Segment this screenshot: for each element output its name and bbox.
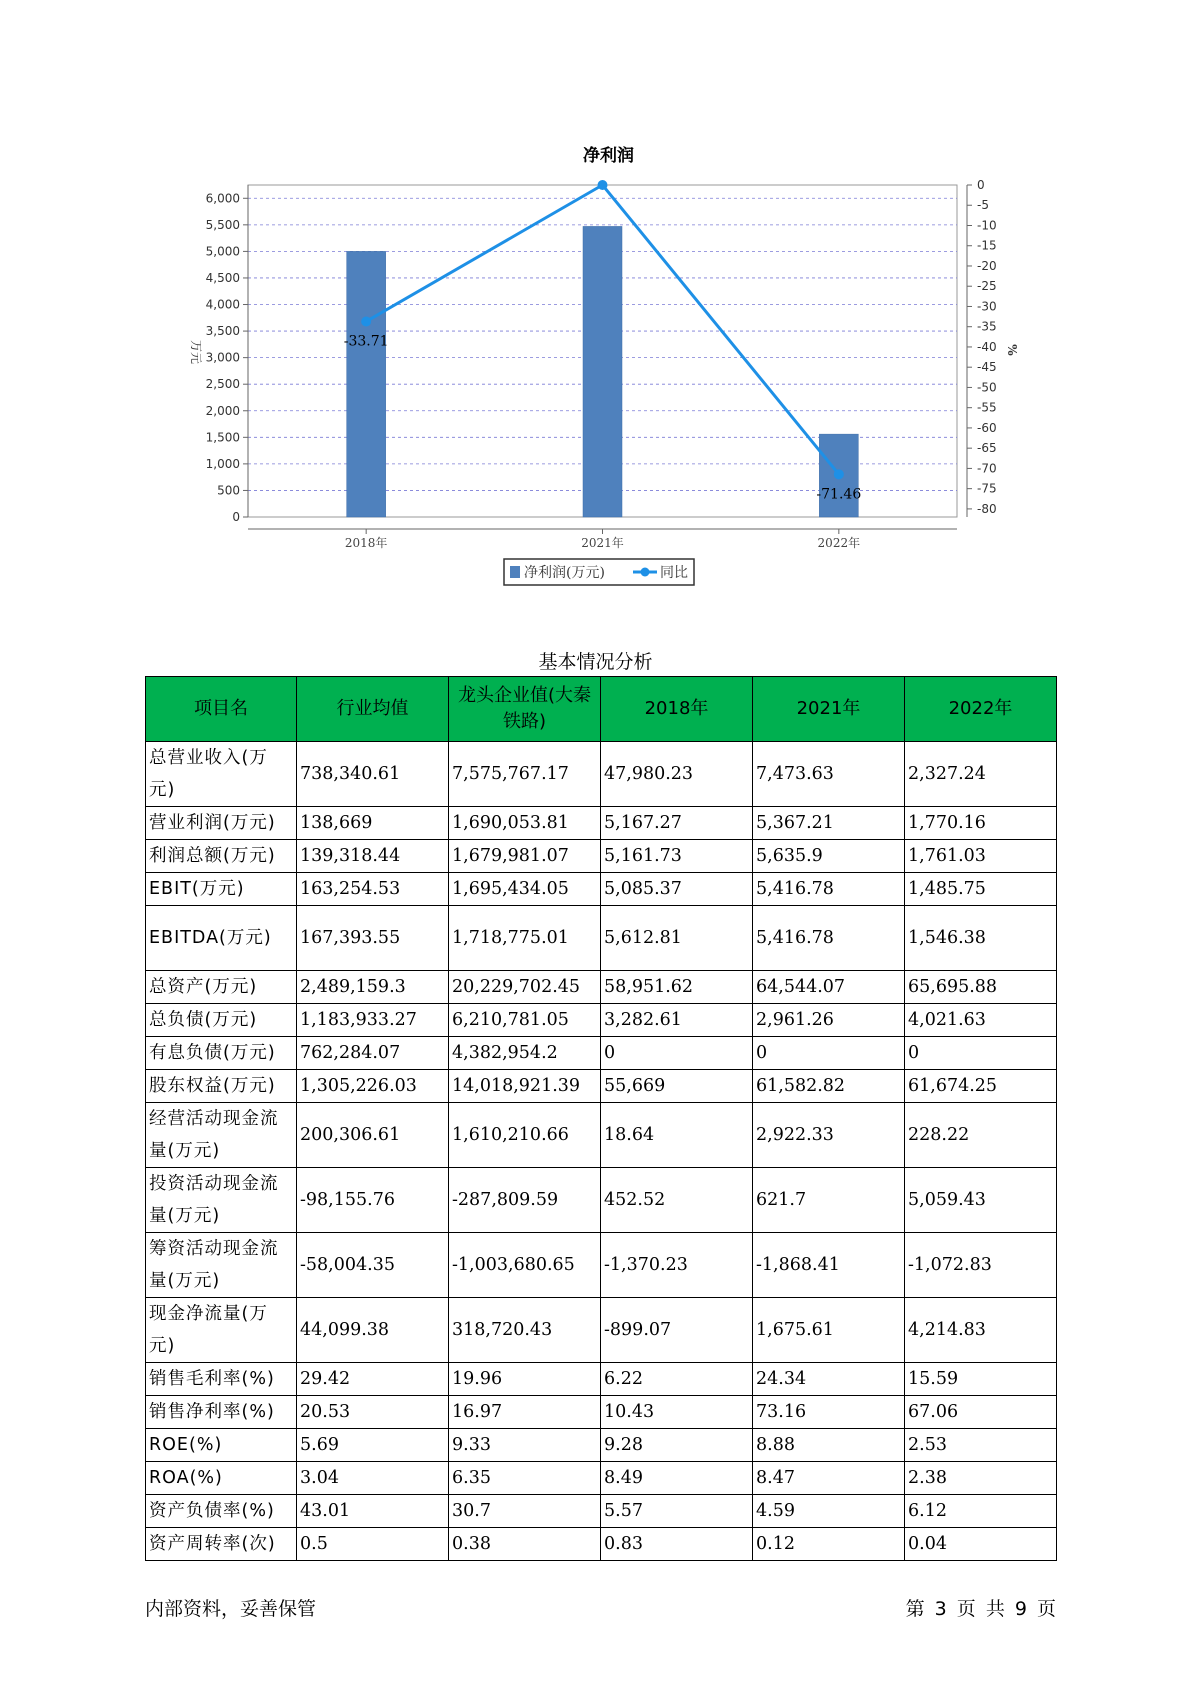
table-cell: 1,183,933.27 (297, 1004, 449, 1037)
table-row (146, 1168, 1057, 1233)
table-cell: 5,161.73 (601, 840, 753, 873)
table-cell: 200,306.61 (297, 1103, 449, 1168)
table-cell: 7,575,767.17 (449, 742, 601, 807)
y2-tick-label: -60 (977, 420, 997, 435)
table-cell: 6.12 (905, 1495, 1057, 1528)
y2-tick-label: -10 (977, 218, 997, 233)
table-row (146, 1233, 1057, 1298)
table-cell: 167,393.55 (297, 906, 449, 971)
y-tick-label: 4,500 (205, 270, 240, 285)
table-cell: 5.69 (297, 1429, 449, 1462)
table-cell: 55,669 (601, 1070, 753, 1103)
x-tick-label: 2021年 (581, 536, 624, 550)
table-cell: -1,370.23 (601, 1233, 753, 1298)
table-cell: 16.97 (449, 1396, 601, 1429)
table-cell: 5,612.81 (601, 906, 753, 971)
row-label: 总资产(万元) (146, 971, 297, 1004)
table-row (146, 1004, 1057, 1037)
table-cell: 1,675.61 (753, 1298, 905, 1363)
table-cell: 1,761.03 (905, 840, 1057, 873)
y2-tick-label: -5 (977, 198, 989, 213)
table-row (146, 1462, 1057, 1495)
table-cell: 61,674.25 (905, 1070, 1057, 1103)
table-cell: 18.64 (601, 1103, 753, 1168)
row-label: 销售毛利率(%) (146, 1363, 297, 1396)
table-cell: 9.33 (449, 1429, 601, 1462)
y2-tick-label: 0 (977, 178, 985, 192)
y-tick-label: 5,500 (205, 217, 240, 232)
row-label: 总营业收入(万元) (146, 742, 297, 807)
table-cell: 10.43 (601, 1396, 753, 1429)
basic-analysis-table (145, 676, 1057, 1561)
y-tick-label: 1,000 (205, 456, 240, 471)
table-row (146, 1429, 1057, 1462)
table-cell: 44,099.38 (297, 1298, 449, 1363)
table-cell: 621.7 (753, 1168, 905, 1233)
y2-tick-label: -75 (977, 481, 997, 496)
table-cell: 5,416.78 (753, 873, 905, 906)
legend-bar-swatch (510, 566, 520, 578)
table-cell: 2,489,159.3 (297, 971, 449, 1004)
x-tick-label: 2018年 (344, 536, 388, 550)
table-cell: 30.7 (449, 1495, 601, 1528)
table-cell: 5.57 (601, 1495, 753, 1528)
table-cell: 5,635.9 (753, 840, 905, 873)
table-cell: 0.12 (753, 1528, 905, 1561)
row-label: 营业利润(万元) (146, 807, 297, 840)
y2-tick-label: -45 (977, 360, 997, 375)
table-cell: 20,229,702.45 (449, 971, 601, 1004)
table-cell: 43.01 (297, 1495, 449, 1528)
table-cell: 318,720.43 (449, 1298, 601, 1363)
table-cell: 29.42 (297, 1363, 449, 1396)
table-cell: 8.47 (753, 1462, 905, 1495)
column-header: 龙头企业值(大秦铁路) (449, 677, 601, 742)
table-cell: 8.49 (601, 1462, 753, 1495)
y2-tick-label: -15 (977, 238, 997, 253)
table-row (146, 971, 1057, 1004)
table-cell: 14,018,921.39 (449, 1070, 601, 1103)
table-cell: 1,690,053.81 (449, 807, 601, 840)
row-label: 现金净流量(万元) (146, 1298, 297, 1363)
row-label: 投资活动现金流量(万元) (146, 1168, 297, 1233)
y2-axis-label: % (1005, 344, 1019, 356)
net-profit-chart (0, 0, 1191, 600)
table-cell: 2.53 (905, 1429, 1057, 1462)
y2-tick-label: -35 (977, 319, 997, 334)
table-cell: 15.59 (905, 1363, 1057, 1396)
yoy-data-label: -71.46 (816, 486, 862, 503)
y2-tick-label: -50 (977, 380, 997, 395)
bar-2021年 (583, 226, 622, 517)
column-header: 2018年 (601, 677, 753, 742)
table-cell: 1,546.38 (905, 906, 1057, 971)
y-axis-label: 万元 (189, 339, 203, 365)
table-row (146, 742, 1057, 807)
table-cell: -899.07 (601, 1298, 753, 1363)
table-row (146, 906, 1057, 971)
table-cell: 67.06 (905, 1396, 1057, 1429)
table-row (146, 1298, 1057, 1363)
y2-tick-label: -20 (977, 258, 997, 273)
footer-confidential-note: 内部资料，妥善保管 (145, 1598, 317, 1620)
table-cell: 65,695.88 (905, 971, 1057, 1004)
table-cell: 0.83 (601, 1528, 753, 1561)
y-tick-label: 4,000 (205, 297, 240, 312)
y2-tick-label: -70 (977, 461, 997, 476)
y2-tick-label: -55 (977, 400, 997, 415)
table-cell: 2.38 (905, 1462, 1057, 1495)
table-cell: 1,679,981.07 (449, 840, 601, 873)
y-tick-label: 2,500 (205, 377, 240, 392)
y-tick-label: 3,500 (205, 324, 240, 339)
x-tick-label: 2022年 (817, 536, 861, 550)
table-cell: 2,961.26 (753, 1004, 905, 1037)
table-row (146, 840, 1057, 873)
table-cell: -1,072.83 (905, 1233, 1057, 1298)
table-title: 基本情况分析 (538, 651, 653, 673)
table-cell: 1,718,775.01 (449, 906, 601, 971)
table-cell: 5,416.78 (753, 906, 905, 971)
row-label: 有息负债(万元) (146, 1037, 297, 1070)
table-cell: 4,021.63 (905, 1004, 1057, 1037)
table-cell: 1,610,210.66 (449, 1103, 601, 1168)
table-row (146, 873, 1057, 906)
table-header-row (146, 677, 1057, 742)
y-tick-label: 1,500 (205, 430, 240, 445)
table-cell: 3,282.61 (601, 1004, 753, 1037)
table-cell: -287,809.59 (449, 1168, 601, 1233)
table-cell: -98,155.76 (297, 1168, 449, 1233)
table-row (146, 1037, 1057, 1070)
row-label: EBITDA(万元) (146, 906, 297, 971)
table-cell: 1,695,434.05 (449, 873, 601, 906)
y2-tick-label: -80 (977, 501, 997, 516)
column-header: 行业均值 (297, 677, 449, 742)
y2-tick-label: -30 (977, 299, 997, 314)
table-cell: 452.52 (601, 1168, 753, 1233)
table-cell: 24.34 (753, 1363, 905, 1396)
table-cell: 7,473.63 (753, 742, 905, 807)
table-cell: -1,868.41 (753, 1233, 905, 1298)
table-cell: 4,214.83 (905, 1298, 1057, 1363)
table-cell: 1,485.75 (905, 873, 1057, 906)
row-label: ROA(%) (146, 1462, 297, 1495)
row-label: 销售净利率(%) (146, 1396, 297, 1429)
table-cell: 2,922.33 (753, 1103, 905, 1168)
y-tick-label: 6,000 (205, 191, 240, 206)
table-cell: 138,669 (297, 807, 449, 840)
table-cell: 5,367.21 (753, 807, 905, 840)
table-row (146, 1070, 1057, 1103)
table-cell: -1,003,680.65 (449, 1233, 601, 1298)
table-row (146, 1396, 1057, 1429)
table-cell: 47,980.23 (601, 742, 753, 807)
y-tick-label: 0 (232, 510, 240, 524)
legend-bar-label: 净利润(万元) (524, 565, 605, 581)
table-cell: 61,582.82 (753, 1070, 905, 1103)
table-row (146, 1495, 1057, 1528)
table-row (146, 1103, 1057, 1168)
table-cell: 0 (905, 1037, 1057, 1070)
table-row (146, 1528, 1057, 1561)
table-cell: 4.59 (753, 1495, 905, 1528)
table-cell: 1,305,226.03 (297, 1070, 449, 1103)
y2-tick-label: -25 (977, 279, 997, 294)
table-cell: 0 (601, 1037, 753, 1070)
table-cell: -58,004.35 (297, 1233, 449, 1298)
column-header: 2021年 (753, 677, 905, 742)
row-label: 筹资活动现金流量(万元) (146, 1233, 297, 1298)
table-cell: 1,770.16 (905, 807, 1057, 840)
table-cell: 19.96 (449, 1363, 601, 1396)
table-cell: 228.22 (905, 1103, 1057, 1168)
y-tick-label: 5,000 (205, 244, 240, 259)
table-cell: 6.22 (601, 1363, 753, 1396)
table-cell: 73.16 (753, 1396, 905, 1429)
table-cell: 5,167.27 (601, 807, 753, 840)
table-row (146, 807, 1057, 840)
table-cell: 20.53 (297, 1396, 449, 1429)
table-cell: 2,327.24 (905, 742, 1057, 807)
yoy-data-label: -33.71 (343, 333, 389, 350)
yoy-point (598, 180, 608, 190)
table-cell: 163,254.53 (297, 873, 449, 906)
chart-title: 净利润 (583, 146, 634, 166)
table-cell: 6,210,781.05 (449, 1004, 601, 1037)
y2-tick-label: -65 (977, 441, 997, 456)
row-label: 股东权益(万元) (146, 1070, 297, 1103)
table-cell: 0.5 (297, 1528, 449, 1561)
yoy-point (834, 469, 844, 479)
table-cell: 8.88 (753, 1429, 905, 1462)
table-cell: 762,284.07 (297, 1037, 449, 1070)
legend-line-marker (641, 568, 650, 577)
column-header: 项目名 (146, 677, 297, 742)
yoy-point (361, 316, 371, 326)
row-label: 资产周转率(次) (146, 1528, 297, 1561)
table-cell: 0.04 (905, 1528, 1057, 1561)
column-header: 2022年 (905, 677, 1057, 742)
table-cell: 5,059.43 (905, 1168, 1057, 1233)
table-cell: 6.35 (449, 1462, 601, 1495)
table-cell: 5,085.37 (601, 873, 753, 906)
y-tick-label: 2,000 (205, 403, 240, 418)
y2-tick-label: -40 (977, 339, 997, 354)
table-cell: 738,340.61 (297, 742, 449, 807)
row-label: 经营活动现金流量(万元) (146, 1103, 297, 1168)
table-cell: 139,318.44 (297, 840, 449, 873)
row-label: 利润总额(万元) (146, 840, 297, 873)
y-tick-label: 500 (217, 483, 240, 498)
y-tick-label: 3,000 (205, 350, 240, 365)
table-cell: 0 (753, 1037, 905, 1070)
table-cell: 64,544.07 (753, 971, 905, 1004)
table-cell: 0.38 (449, 1528, 601, 1561)
table-cell: 9.28 (601, 1429, 753, 1462)
row-label: ROE(%) (146, 1429, 297, 1462)
table-cell: 58,951.62 (601, 971, 753, 1004)
bar-2018年 (347, 251, 386, 517)
table-cell: 4,382,954.2 (449, 1037, 601, 1070)
row-label: 总负债(万元) (146, 1004, 297, 1037)
row-label: EBIT(万元) (146, 873, 297, 906)
row-label: 资产负债率(%) (146, 1495, 297, 1528)
table-row (146, 1363, 1057, 1396)
footer-page-number: 第 3 页 共 9 页 (905, 1598, 1056, 1620)
table-cell: 3.04 (297, 1462, 449, 1495)
legend-line-label: 同比 (660, 565, 688, 581)
